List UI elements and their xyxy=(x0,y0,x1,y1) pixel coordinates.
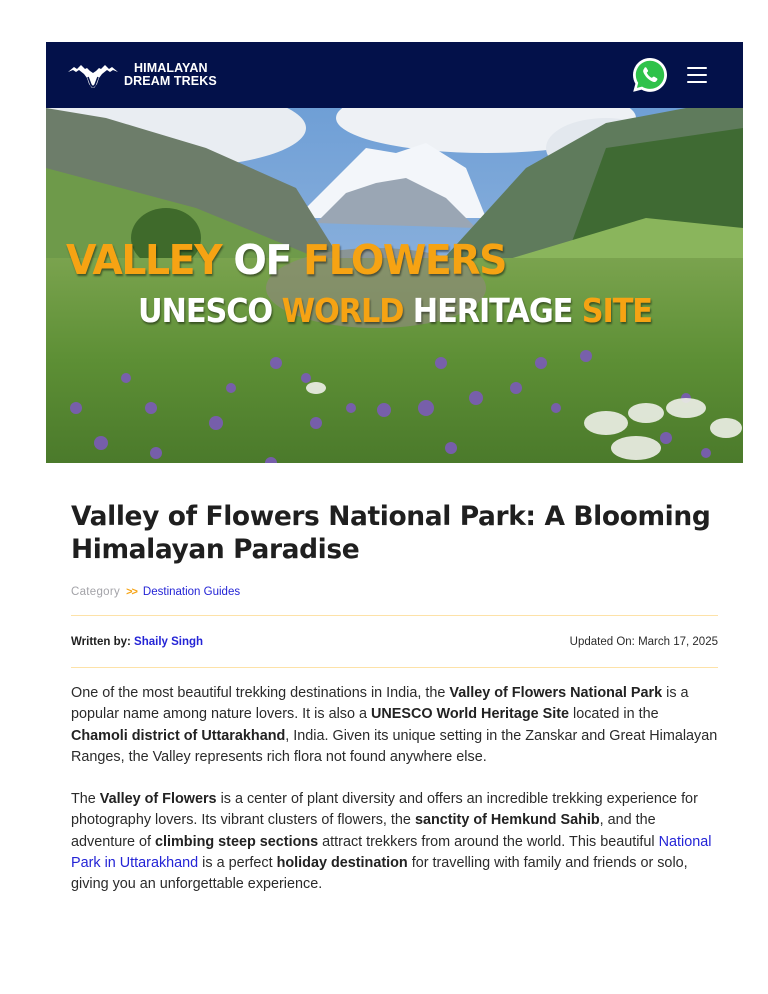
text: is a perfect xyxy=(198,855,277,872)
bold-text: holiday destination xyxy=(276,855,408,872)
article-title: Valley of Flowers National Park: A Blooming Himalayan Paradise xyxy=(71,501,711,565)
whatsapp-icon[interactable] xyxy=(631,56,669,94)
menu-bar xyxy=(687,81,707,83)
hero-word: UNESCO xyxy=(138,291,282,330)
menu-bar xyxy=(687,67,707,69)
text: located in the xyxy=(569,706,659,723)
updated-date xyxy=(570,636,718,648)
bold-text: sanctity of Hemkund Sahib xyxy=(414,812,600,829)
hero-word: SITE xyxy=(581,291,652,330)
hamburger-menu-icon[interactable] xyxy=(687,67,707,83)
paragraph-intro xyxy=(71,683,718,768)
bold-text: UNESCO World Heritage Site xyxy=(370,706,570,723)
text: is a center of plant diversity and offers an incredible trekking experience for photography lovers. Its vibrant clusters of flowers, the xyxy=(71,791,698,829)
chevron-double-right-icon: >> xyxy=(126,586,137,598)
hero-word: VALLEY xyxy=(66,236,234,284)
text: The xyxy=(71,791,100,808)
hero-word: HERITAGE xyxy=(412,291,582,330)
site-header xyxy=(46,42,743,108)
category-link[interactable]: Destination Guides xyxy=(142,586,241,598)
valley-landscape-image xyxy=(46,108,743,463)
brand-home-link[interactable] xyxy=(66,60,217,90)
mountain-ram-logo-icon xyxy=(66,60,120,90)
bold-text: Valley of Flowers National Park xyxy=(449,685,663,701)
text: , India. Given its unique setting in the Zanskar and Great Himalayan Ranges, the Valley represents rich flora not found anywhere else. xyxy=(71,727,718,765)
bold-text: climbing steep sections xyxy=(155,833,319,850)
article-body xyxy=(71,683,718,896)
article xyxy=(71,500,718,896)
brand-line-1: HIMALAYAN xyxy=(134,61,208,75)
header-actions xyxy=(631,56,723,94)
hero-banner xyxy=(46,108,743,463)
breadcrumb xyxy=(71,584,718,600)
text: for travelling with family and friends or solo, giving you an unforgettable experience. xyxy=(71,855,688,893)
bold-text: Chamoli district of Uttarakhand xyxy=(71,727,286,744)
hero-word: WORLD xyxy=(281,291,413,330)
text: , and the adventure of xyxy=(71,812,656,850)
text: attract trekkers from around the world. This beautiful xyxy=(318,833,659,850)
updated-date-value: March 17, 2025 xyxy=(638,635,718,648)
text: One of the most beautiful trekking destinations in India, the xyxy=(71,685,450,701)
text: is a popular name among nature lovers. It is also a xyxy=(71,685,689,723)
hero-word: FLOWERS xyxy=(303,236,507,284)
bold-text: Valley of Flowers xyxy=(99,791,217,808)
brand-name xyxy=(124,62,217,88)
paragraph-overview xyxy=(71,789,718,895)
updated-label: Updated On: xyxy=(569,635,639,648)
category-label: Category xyxy=(71,586,121,598)
author-line xyxy=(71,636,203,648)
hero-word: OF xyxy=(233,236,304,284)
written-by-label: Written by: xyxy=(71,635,135,648)
menu-bar xyxy=(687,74,707,76)
national-park-uttarakhand-link[interactable]: National Park in Uttarakhand xyxy=(71,833,712,872)
article-meta xyxy=(71,615,718,668)
brand-line-2: DREAM TREKS xyxy=(124,74,217,88)
author-link[interactable]: Shaily Singh xyxy=(134,635,204,648)
